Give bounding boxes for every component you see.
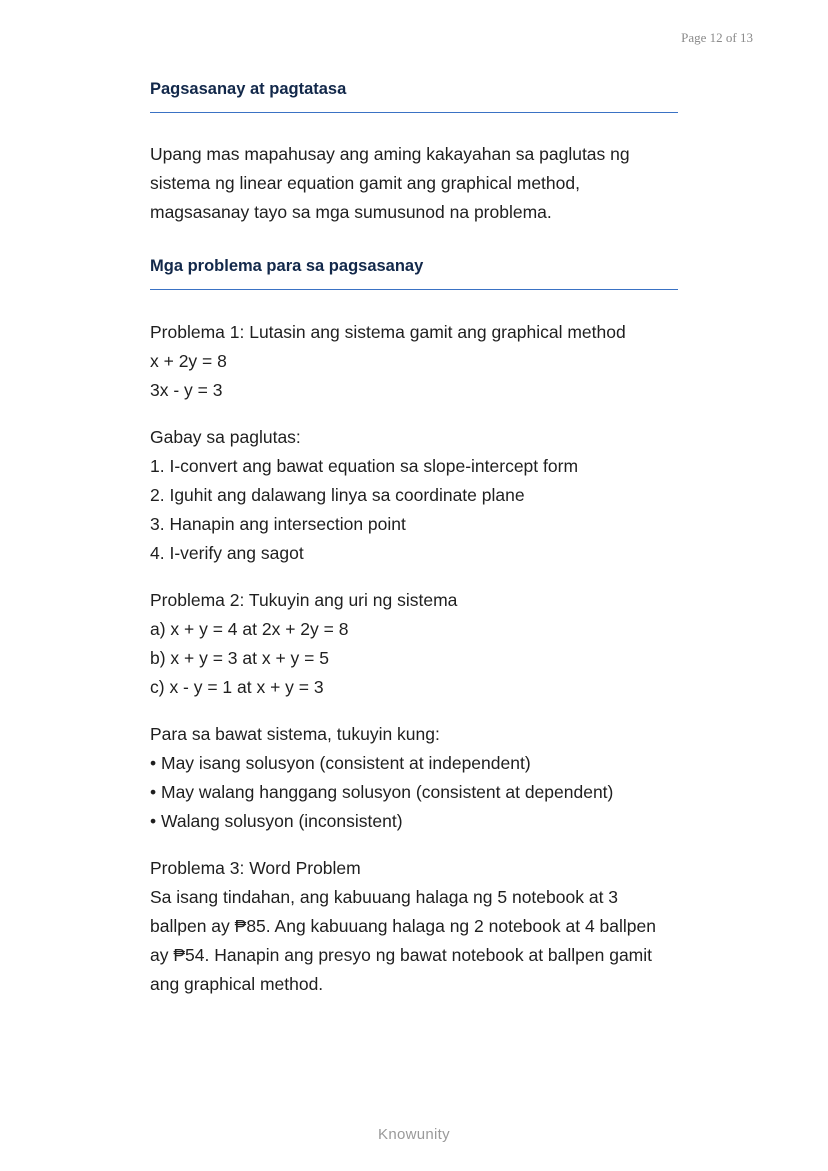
- intro-line: Upang mas mapahusay ang aming kakayahan sa paglutas ng: [150, 144, 630, 164]
- classification-bullet: • May isang solusyon (consistent at independent): [150, 753, 531, 773]
- heading-practice: Pagsasanay at pagtatasa: [150, 78, 678, 113]
- problem-2: [150, 586, 678, 702]
- problem-3-line: ang graphical method.: [150, 974, 324, 994]
- intro-paragraph: [150, 140, 678, 227]
- guide-step: 3. Hanapin ang intersection point: [150, 514, 406, 534]
- guide-step: 4. I-verify ang sagot: [150, 543, 304, 563]
- system-item: a) x + y = 4 at 2x + 2y = 8: [150, 619, 349, 639]
- document-content: [150, 78, 678, 999]
- problem-3-line: ay ₱54. Hanapin ang presyo ng bawat notebook at ballpen gamit: [150, 945, 653, 965]
- problem-1: [150, 318, 678, 405]
- footer-brand: Knowunity: [378, 1126, 450, 1143]
- problem-3-title: Problema 3: Word Problem: [150, 858, 361, 878]
- equation: x + 2y = 8: [150, 351, 227, 371]
- problem-3: [150, 854, 678, 999]
- problem-3-line: ballpen ay ₱85. Ang kabuuang halaga ng 2 notebook at 4 ballpen: [150, 916, 656, 936]
- guide-step: 2. Iguhit ang dalawang linya sa coordinate plane: [150, 485, 525, 505]
- classification-bullet: • May walang hanggang solusyon (consistent at dependent): [150, 782, 614, 802]
- intro-line: magsasanay tayo sa mga sumusunod na problema.: [150, 202, 552, 222]
- problem-2-title: Problema 2: Tukuyin ang uri ng sistema: [150, 590, 458, 610]
- classification-list: [150, 720, 678, 836]
- page-number: Page 12 of 13: [681, 30, 753, 45]
- equation: 3x - y = 3: [150, 380, 223, 400]
- guide-step: 1. I-convert ang bawat equation sa slope-intercept form: [150, 456, 579, 476]
- guide-title: Gabay sa paglutas:: [150, 427, 301, 447]
- problem-3-line: Sa isang tindahan, ang kabuuang halaga ng 5 notebook at 3: [150, 887, 619, 907]
- classification-bullet: • Walang solusyon (inconsistent): [150, 811, 403, 831]
- intro-line: sistema ng linear equation gamit ang graphical method,: [150, 173, 580, 193]
- heading-problems: Mga problema para sa pagsasanay: [150, 255, 678, 290]
- system-item: b) x + y = 3 at x + y = 5: [150, 648, 329, 668]
- solution-guide: [150, 423, 678, 568]
- classification-title: Para sa bawat sistema, tukuyin kung:: [150, 724, 440, 744]
- system-item: c) x - y = 1 at x + y = 3: [150, 677, 324, 697]
- problem-1-title: Problema 1: Lutasin ang sistema gamit ang graphical method: [150, 322, 626, 342]
